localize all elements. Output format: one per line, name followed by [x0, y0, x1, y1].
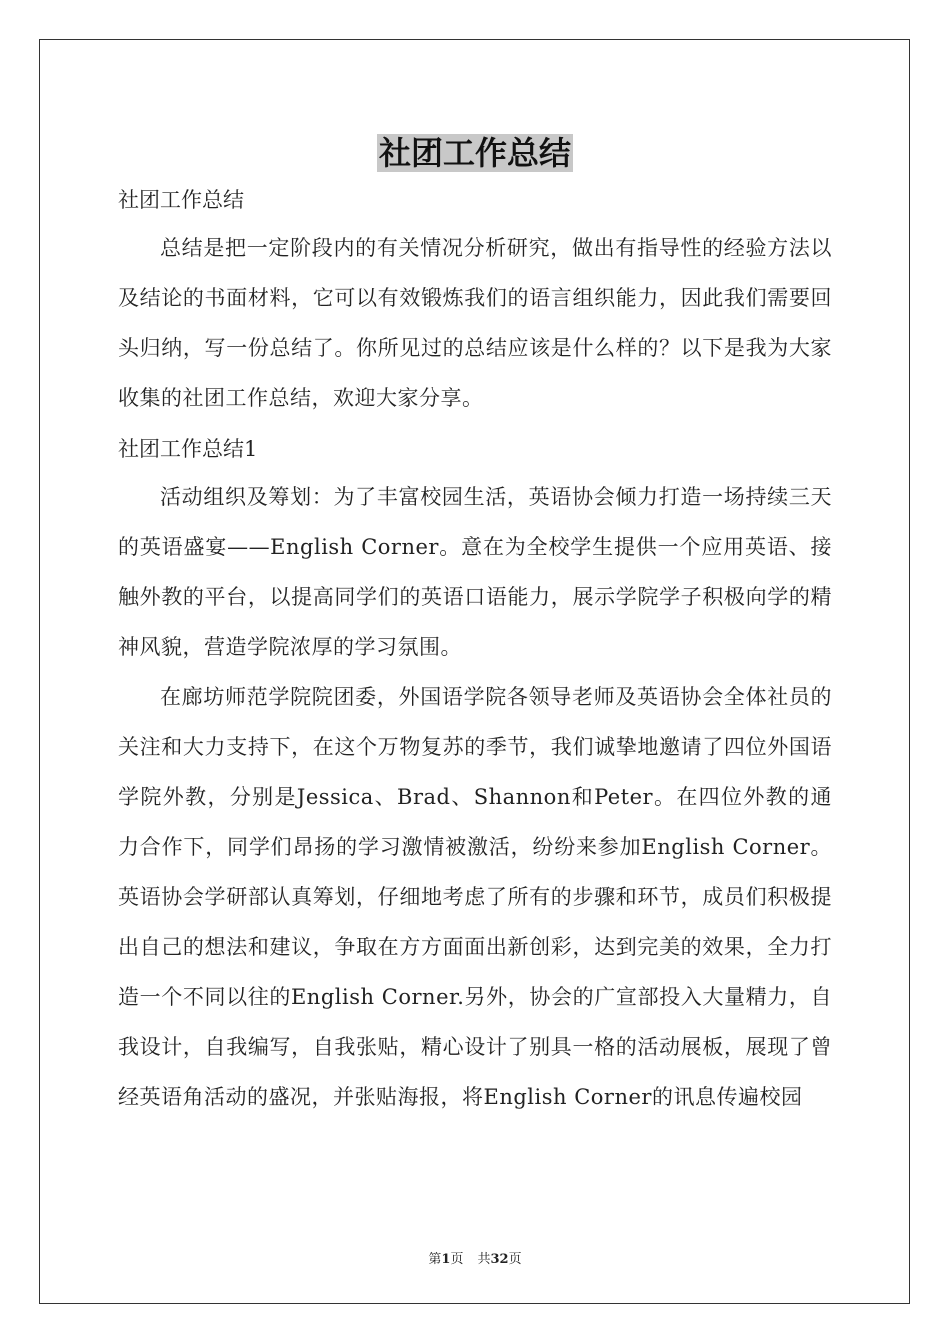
total-page-count: 32	[490, 1252, 509, 1267]
section1-paragraph-2: 在廊坊师范学院院团委，外国语学院各领导老师及英语协会全体社员的关注和大力支持下，在这个万物复苏的季节，我们诚挚地邀请了四位外国语学院外教，分别是Jessica、Brad、Shannon和Peter。在四位外教的通力合作下，同学们昂扬的学习激情被激活，纷纷来参加English Corner。英语协会学研部认真筹划，仔细地考虑了所有的步骤和环节，成员们积极提出自己的想法和建议，争取在方方面面出新创彩，达到完美的效果，全力打造一个不同以往的English Corner.另外，协会的广宣部投入大量精力，自我设计，自我编写，自我张贴，精心设计了别具一格的活动展板，展现了曾经英语角活动的盛况，并张贴海报，将English Corner的讯息传遍校园	[118, 685, 832, 1109]
intro-paragraph: 总结是把一定阶段内的有关情况分析研究，做出有指导性的经验方法以及结论的书面材料，它可以有效锻炼我们的语言组织能力，因此我们需要回头归纳，写一份总结了。你所见过的总结应该是什么样的？以下是我为大家收集的社团工作总结，欢迎大家分享。	[118, 236, 832, 410]
total-prefix: 共	[477, 1252, 491, 1267]
page-label: 页	[450, 1252, 464, 1267]
page-prefix: 第	[428, 1252, 442, 1267]
document-title	[0, 128, 950, 174]
page-footer	[0, 1248, 950, 1267]
section1-paragraph-1: 活动组织及筹划：为了丰富校园生活，英语协会倾力打造一场持续三天的英语盛宴——English Corner。意在为全校学生提供一个应用英语、接触外教的平台，以提高同学们的英语口语能力，展示学院学子积极向学的精神风貌，营造学院浓厚的学习氛围。	[118, 485, 832, 659]
section-heading-1: 社团工作总结1	[118, 437, 258, 461]
total-suffix: 页	[508, 1252, 522, 1267]
current-page-number: 1	[441, 1252, 451, 1267]
title-text: 社团工作总结	[378, 134, 571, 172]
subtitle: 社团工作总结	[118, 188, 244, 212]
